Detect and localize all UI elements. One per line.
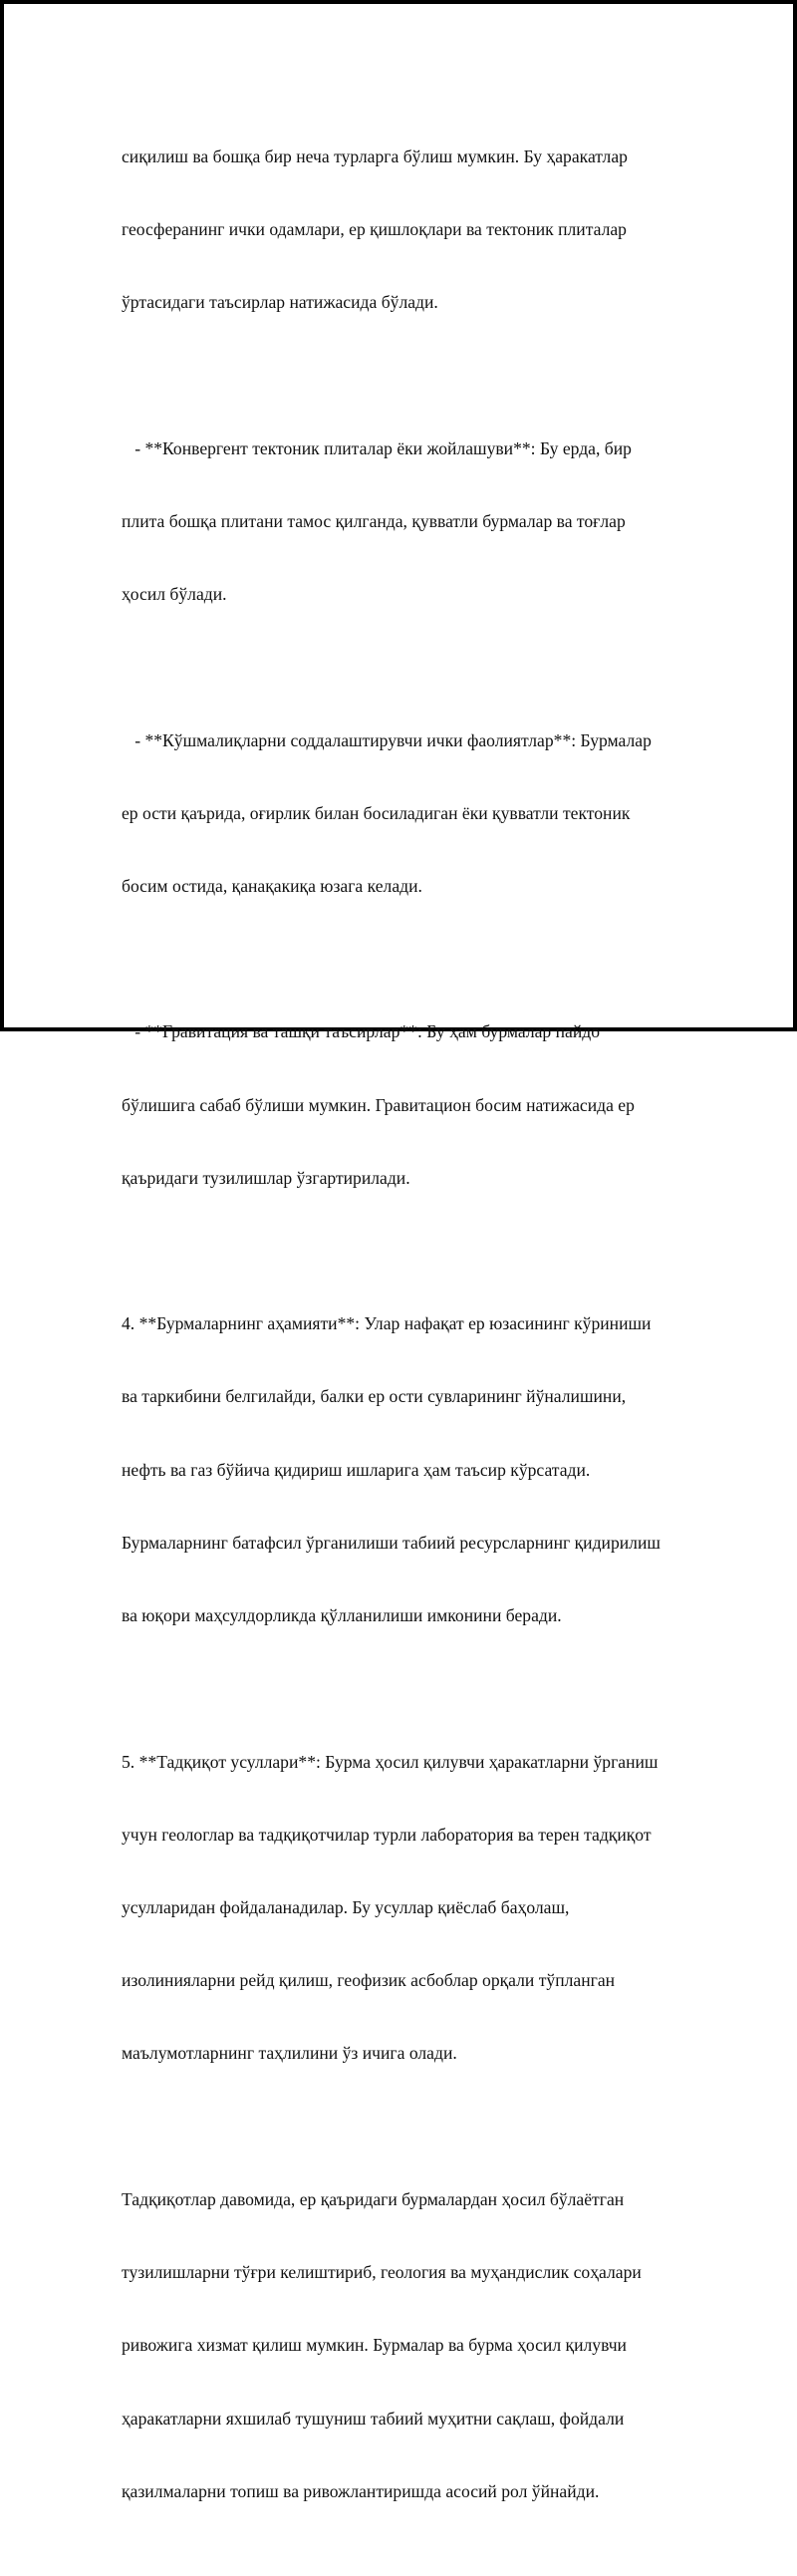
text-line: ва юқори маҳсулдорликда қўлланилиши имконини беради. xyxy=(122,1605,562,1626)
text-line: сиқилиш ва бошқа бир неча турларга бўлиш мумкин. Бу ҳаракатлар xyxy=(122,145,628,166)
document-body xyxy=(122,96,699,2576)
text-line: геосферанинг ички одамлари, ер қишлоқлари ва тектоник плиталар xyxy=(122,219,627,240)
text-line: тузилишларни тўғри келиштириб, геология ва муҳандислик соҳалари xyxy=(122,2262,642,2283)
text-line: Бурмаларнинг батафсил ўрганилиши табиий ресурсларнинг қидирилиш xyxy=(122,1532,661,1553)
list-item-gravitation xyxy=(122,972,699,1239)
text-line: босим остида, қанақакиқа юзага келади. xyxy=(122,875,422,896)
text-line: ҳаракатларни яхшилаб тушуниш табиий муҳитни сақлаш, фойдали xyxy=(122,2408,625,2429)
text-line: изолинияларни рейд қилиш, геофизик асбоблар орқали тўпланган xyxy=(122,1970,616,1991)
text-line: - **Гравитация ва ташқи таъсирлар**: Бу ҳам бурмалар пайдо xyxy=(122,1021,600,1042)
text-line: қазилмаларни топиш ва ривожлантиришда асосий рол ўйнайди. xyxy=(122,2480,600,2501)
text-line: 5. **Тадқиқот усуллари**: Бурма ҳосил қилувчи ҳаракатларни ўрганиш xyxy=(122,1751,659,1772)
text-line: усулларидан фойдаланадилар. Бу усуллар қиёслаб баҳолаш, xyxy=(122,1896,570,1917)
list-item-convergent-plates xyxy=(122,388,699,655)
text-line: бўлишига сабаб бўлиши мумкин. Гравитацион босим натижасида ер xyxy=(122,1094,635,1115)
text-line: қаъридаги тузилишлар ўзгартирилади. xyxy=(122,1167,410,1188)
paragraph-conclusion xyxy=(122,2139,699,2552)
text-line: ривожига хизмат қилиш мумкин. Бурмалар ва бурма ҳосил қилувчи xyxy=(122,2335,627,2356)
text-line: плита бошқа плитани тамос қилганда, қувватли бурмалар ва тоғлар xyxy=(122,510,626,531)
text-line: - **Кўшмалиқларни соддалаштирувчи ички фаолиятлар**: Бурмалар xyxy=(122,729,652,750)
text-line: маълумотларнинг таҳлилини ўз ичига олади. xyxy=(122,2043,457,2064)
text-line: ҳосил бўлади. xyxy=(122,584,227,605)
text-line: ва таркибини белгилайди, балки ер ости сувларининг йўналишини, xyxy=(122,1386,627,1407)
section-5-methods xyxy=(122,1701,699,2115)
text-line: нефть ва газ бўйича қидириш ишларига ҳам таъсир кўрсатади. xyxy=(122,1459,591,1480)
list-item-internal-activities xyxy=(122,680,699,947)
text-line: - **Конвергент тектоник плиталар ёки жойлашуви**: Бу ерда, бир xyxy=(122,437,632,458)
paragraph-intro-continued xyxy=(122,96,699,363)
section-4-importance xyxy=(122,1263,699,1676)
text-line: Тадқиқотлар давомида, ер қаъридаги бурмалардан ҳосил бўлаётган xyxy=(122,2188,625,2209)
text-line: ўртасидаги таъсирлар натижасида бўлади. xyxy=(122,292,438,313)
text-line: 4. **Бурмаларнинг аҳамияти**: Улар нафақат ер юзасининг кўриниши xyxy=(122,1313,652,1334)
text-line: учун геологлар ва тадқиқотчилар турли лаборатория ва терен тадқиқот xyxy=(122,1824,652,1845)
text-line: ер ости қаърида, оғирлик билан босиладиган ёки қувватли тектоник xyxy=(122,802,631,823)
